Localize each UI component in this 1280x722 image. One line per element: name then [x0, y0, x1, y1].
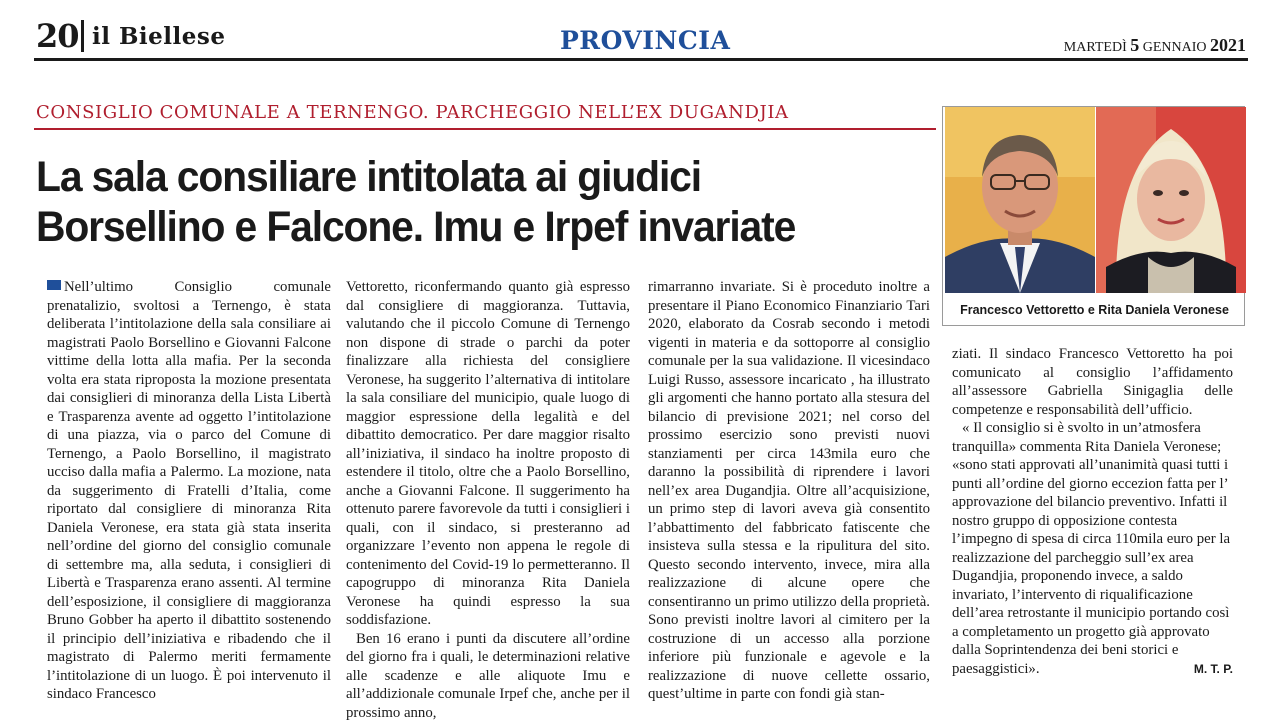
page-number-divider — [81, 20, 84, 52]
photo-rita-daniela-veronese — [1096, 107, 1246, 293]
column-2-paragraph-2: Ben 16 erano i punti da discutere all’ordine del giorno fra i quali, le determinazioni relative alle scadenze e alle aliquote Imu e all’addizionale comunale Irpef che, anche per il prossimo anno, — [346, 630, 630, 722]
header-rule — [34, 58, 1248, 61]
issue-date — [1064, 36, 1246, 57]
headline-line-2: Borsellino e Falcone. Imu e Irpef invariate — [36, 202, 896, 252]
article-column-3 — [648, 278, 930, 704]
column-1-text: Nell’ultimo Consiglio comunale prenatalizio, svoltosi a Ternengo, è stata deliberata l’intitolazione della sala consiliare ai magistrati Paolo Borsellino e Giovanni Falcone vittime della lotta alla mafia. Per la seconda volta era stata riproposta la mozione presentata dai consiglieri di minoranza della Lista Libertà e Trasparenza avente ad oggetto l’intitolazione di una piazza, via o parco del Comune di Ternengo, a Paolo Borsellino, il magistrato ucciso dalla mafia a Palermo. La mozione, nata da suggerimento di Fratelli d’Italia, come riportato dal consigliere di minoranza Rita Daniela Veronese, era stata già stata inserita nell’ordine del giorno del consiglio comunale di settembre ma, alla seduta, i consiglieri di Libertà e Trasparenza erano assenti. Al termine dell’esposizione, il consigliere di maggioranza Bruno Gobber ha aperto il dibattito sostenendo il principio dell’iniziativa e ribadendo che il magistrato di Palermo meriti fermamente l’intitolazione di un luogo. È poi intervenuto il sindaco Francesco — [47, 279, 331, 702]
page-header — [0, 0, 1280, 62]
column-4-paragraph-2: « Il consiglio si è svolto in un’atmosfera tranquilla» commenta Rita Daniela Veronese; «sono stati approvati all’unanimità quasi tutti i punti all’ordine del giorno eccezion fatta per l’ approvazione del bilancio preventivo. Infatti il nostro gruppo di opposizione contesta l’impegno di spesa di circa 110mila euro per la realizzazione del parcheggio sull’ex area Dugandjia, proponendo invece, a saldo invariato, l’intervento di riqualificazione dell’area retrostante il municipio portando così a completamento un progetto già approvato dalla Soprintendenza dei beni storici e paesaggistici». — [952, 419, 1233, 678]
newspaper-masthead: il Biellese — [92, 23, 225, 51]
kicker-rule — [34, 128, 936, 130]
lead-marker-icon — [47, 280, 61, 290]
author-signature: M. T. P. — [952, 660, 1233, 679]
section-title: PROVINCIA — [560, 26, 730, 56]
photo-caption: Francesco Vettoretto e Rita Daniela Veronese — [943, 297, 1246, 323]
date-month: GENNAIO — [1143, 40, 1207, 55]
date-day: 5 — [1130, 35, 1139, 55]
article-column-1 — [47, 278, 331, 704]
date-year: 2021 — [1210, 35, 1246, 55]
page-number: 20 — [36, 16, 79, 56]
article-kicker: CONSIGLIO COMUNALE A TERNENGO. PARCHEGGIO NELL’EX DUGANDJIA — [36, 101, 789, 125]
headline-line-1: La sala consiliare intitolata ai giudici — [36, 152, 896, 202]
photo-francesco-vettoretto — [945, 107, 1095, 293]
photo-box — [942, 106, 1245, 326]
date-day-name: MARTEDÌ — [1064, 40, 1127, 55]
article-column-4 — [952, 345, 1233, 679]
article-headline — [36, 152, 896, 252]
column-4-paragraph-1: ziati. Il sindaco Francesco Vettoretto ha poi comunicato al consiglio l’affidamento all’assessore Gabriella Sinigaglia delle competenze e responsabilità dell’ufficio. — [952, 345, 1233, 419]
column-2-paragraph-1: Vettoretto, riconfermando quanto già espresso dal consigliere di maggioranza. Tuttavia, valutando che il piccolo Comune di Ternengo non dispone di strade o parchi da poter finalizzare alla richiesta del consigliere Veronese, ha suggerito l’alternativa di intitolare la sala consiliare del municipio, quale luogo di maggior espressione della legalità e del dibattito democratico. Per dare maggior risalto all’iniziativa, il sindaco ha inoltre proposto di estendere il titolo, oltre che a Paolo Borsellino, anche a Giovanni Falcone. Il suggerimento ha ottenuto parere favorevole da tutti i consiglieri i quali, con il sindaco, si presteranno ad organizzare l’evento non appena le regole di contenimento del Covid-19 lo permetteranno. Il capogruppo di minoranza Rita Daniela Veronese ha quindi espresso la sua soddisfazione. — [346, 278, 630, 630]
article-column-2 — [346, 278, 630, 722]
column-3-text: rimarranno invariate. Si è proceduto inoltre a presentare il Piano Economico Finanziario Tari 2020, elaborato da Cosrab secondo i metodi vigenti in materia e da sottoporre al consiglio comunale per la sua validazione. Il vicesindaco Luigi Russo, assessore incaricato , ha illustrato gli argomenti che hanno portato alla stesura del bilancio di previsione 2021; nel corso del prossimo esercizio sono previsti nuovi stanziamenti per circa 143mila euro che daranno la possibilità di riprendere i lavori nell’ex area Dugandjia. Oltre all’acquisizione, un primo step di lavori aveva già consentito l’abbattimento del fabbricato fatiscente che insisteva sulla stessa e la ripulitura del sito. Questo secondo intervento, invece, mira alla realizzazione di alcune opere che consentiranno un primo utilizzo della proprietà. Sono previsti inoltre lavori al cimitero per la costruzione di un accesso alla porzione inferiore più funzionale e agevole e la realizzazione di nuove cellette ossario, quest’ultime in parte con fondi già stan- — [648, 278, 930, 704]
